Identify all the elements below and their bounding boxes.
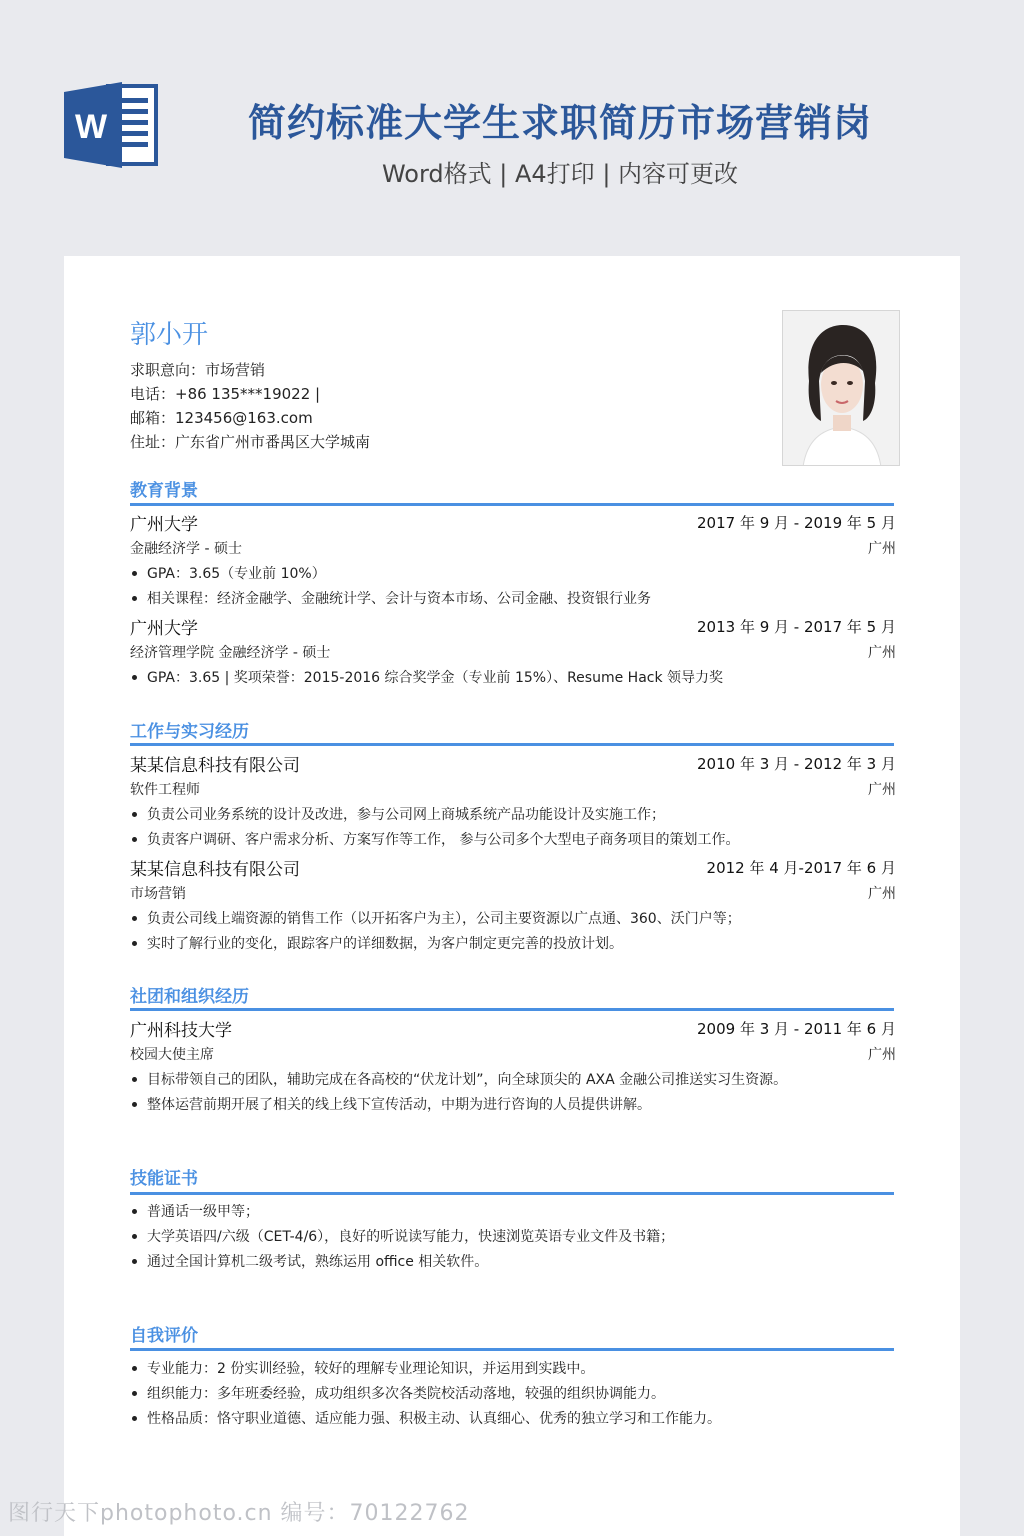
role-title: 校园大使主席 [130, 1047, 214, 1063]
work-entry-2-sub [130, 883, 896, 903]
job-title: 软件工程师 [130, 782, 200, 798]
list-item: 性格品质：恪守职业道德、适应能力强、积极主动、认真细心、优秀的独立学习和工作能力。 [130, 1408, 900, 1428]
work-entry-1-header [130, 751, 896, 776]
logo-letter: W [74, 108, 108, 146]
location: 广州 [868, 541, 896, 557]
resume-page [64, 256, 960, 1536]
list-item: 相关课程：经济金融学、金融统计学、会计与资本市场、公司金融、投资银行业务 [130, 588, 900, 608]
degree: 金融经济学 - 硕士 [130, 541, 242, 557]
list-item: 通过全国计算机二级考试，熟练运用 office 相关软件。 [130, 1251, 900, 1271]
list-item: 大学英语四/六级（CET-4/6），良好的听说读写能力，快速浏览英语专业文件及书籍； [130, 1226, 900, 1246]
list-item: 专业能力：2 份实训经验，较好的理解专业理论知识，并运用到实践中。 [130, 1358, 900, 1378]
address: 住址：广东省广州市番禺区大学城南 [130, 433, 371, 451]
profile-photo [782, 310, 900, 466]
school-name: 广州大学 [130, 515, 198, 535]
list-item: 负责客户调研、客户需求分析、方案写作等工作， 参与公司多个大型电子商务项目的策划工作。 [130, 829, 900, 849]
list-item: 整体运营前期开展了相关的线上线下宣传活动，中期为进行咨询的人员提供讲解。 [130, 1094, 900, 1114]
candidate-name: 郭小开 [130, 320, 209, 350]
header-banner [0, 0, 1024, 256]
contact-info [130, 358, 370, 454]
date-range: 2012 年 4 月-2017 年 6 月 [706, 859, 896, 877]
section-title-self: 自我评价 [130, 1326, 198, 1346]
page-subtitle: Word格式 | A4打印 | 内容可更改 [381, 160, 739, 188]
list-item: GPA：3.65 | 奖项荣誉：2015-2016 综合奖学金（专业前 15%）、Resume Hack 领导力奖 [130, 667, 900, 687]
section-title-skills: 技能证书 [130, 1169, 198, 1189]
list-item: 普通话一级甲等； [130, 1201, 900, 1221]
section-divider [130, 743, 894, 746]
section-divider [130, 503, 894, 506]
list-item: 负责公司线上端资源的销售工作（以开拓客户为主），公司主要资源以广点通、360、沃门户等； [130, 908, 900, 928]
list-item: 组织能力：多年班委经验，成功组织多次各类院校活动落地，较强的组织协调能力。 [130, 1383, 900, 1403]
date-range: 2013 年 9 月 - 2017 年 5 月 [697, 618, 896, 636]
school-name: 广州大学 [130, 619, 198, 639]
date-range: 2010 年 3 月 - 2012 年 3 月 [697, 755, 896, 773]
job-title: 市场营销 [130, 886, 186, 902]
email: 邮箱：123456@163.com [130, 409, 313, 427]
company-name: 某某信息科技有限公司 [130, 756, 300, 776]
education-entry-2-header [130, 614, 896, 639]
location: 广州 [868, 886, 896, 902]
location: 广州 [868, 782, 896, 798]
education-entry-2-sub [130, 642, 896, 662]
watermark: 图行天下photophoto.cn 编号：70122762 [8, 1501, 470, 1526]
list-item: GPA：3.65（专业前 10%） [130, 563, 900, 583]
list-item: 负责公司业务系统的设计及改进，参与公司网上商城系统产品功能设计及实施工作； [130, 804, 900, 824]
section-divider [130, 1192, 894, 1195]
job-intent: 求职意向：市场营销 [130, 361, 266, 379]
work-entry-1-sub [130, 779, 896, 799]
location: 广州 [868, 1047, 896, 1063]
portrait-icon [783, 311, 900, 466]
company-name: 某某信息科技有限公司 [130, 860, 300, 880]
club-entry-1-header [130, 1016, 896, 1041]
date-range: 2017 年 9 月 - 2019 年 5 月 [697, 514, 896, 532]
work-entry-2-header [130, 855, 896, 880]
list-item: 实时了解行业的变化，跟踪客户的详细数据，为客户制定更完善的投放计划。 [130, 933, 900, 953]
section-divider [130, 1008, 894, 1011]
section-title-club: 社团和组织经历 [130, 987, 249, 1007]
list-item: 目标带领自己的团队，辅助完成在各高校的“伏龙计划”，向全球顶尖的 AXA 金融公司推送实习生资源。 [130, 1069, 900, 1089]
page-title: 简约标准大学生求职简历市场营销岗 [247, 101, 872, 145]
organization-name: 广州科技大学 [130, 1021, 232, 1041]
word-doc-icon [64, 80, 160, 170]
education-entry-1-sub [130, 538, 896, 558]
location: 广州 [868, 645, 896, 661]
section-divider [130, 1348, 894, 1351]
phone: 电话：+86 135***19022 | [130, 385, 321, 403]
date-range: 2009 年 3 月 - 2011 年 6 月 [697, 1020, 896, 1038]
club-entry-1-sub [130, 1044, 896, 1064]
degree: 经济管理学院 金融经济学 - 硕士 [130, 645, 331, 661]
section-title-work: 工作与实习经历 [130, 722, 249, 742]
education-entry-1-header [130, 510, 896, 535]
section-title-education: 教育背景 [130, 481, 198, 501]
